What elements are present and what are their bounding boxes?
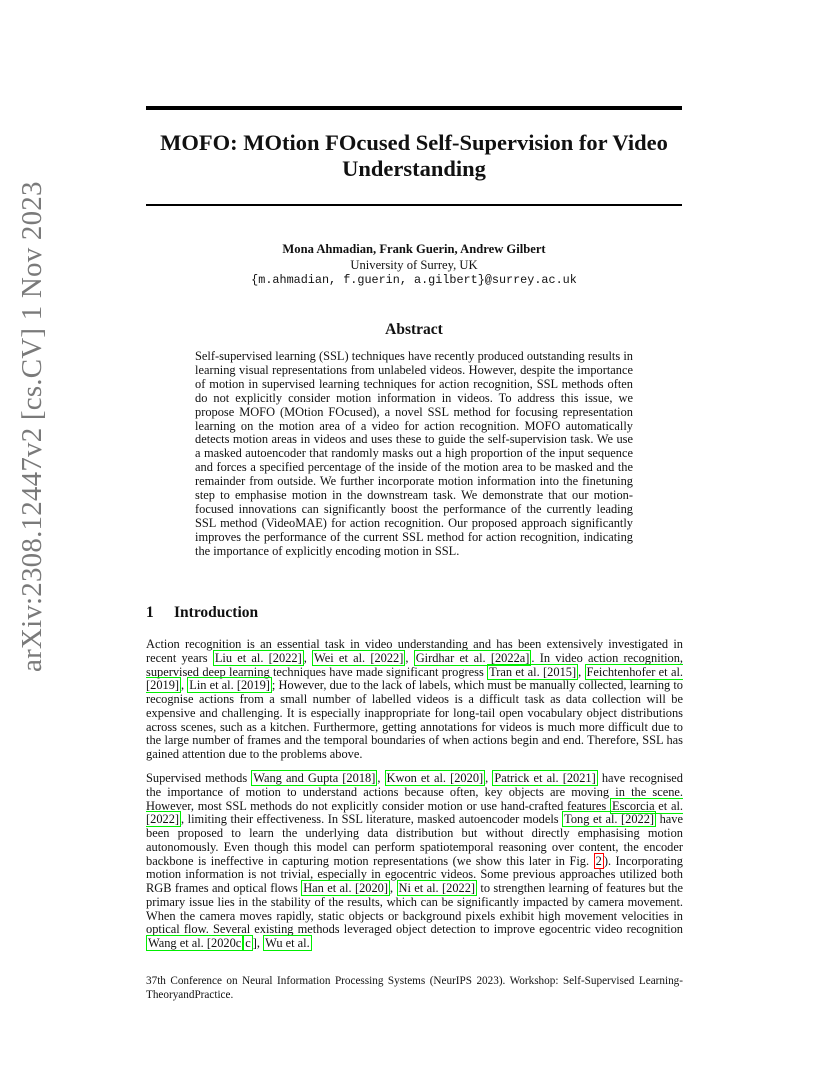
para2-text: have been proposed to learn the underlying data distribution but without directly emphasising motion autonomously. Even though this model can perform spatiotemporal reasoning over content, the encoder backbone is ineffective in capturing motion representations (we show this later in Fig. <box>146 812 683 868</box>
citation-link[interactable]: Wang et al. [2020c <box>148 936 242 950</box>
para1-text: Action recognition is an essential task in video understanding and has been extensively investigated in recent years <box>146 637 683 665</box>
citation-link[interactable]: Wu et al. <box>265 936 310 950</box>
intro-paragraph-1 <box>146 638 683 762</box>
para2-bracket: ] <box>252 936 257 950</box>
para2-text: ). Incorporating motion information is not trivial, especially in egocentric videos. Some previous approaches utilized both RGB frames and optical flows <box>146 853 683 895</box>
citation-link[interactable]: Girdhar et al. [2022a] <box>415 650 530 665</box>
author-names: Mona Ahmadian, Frank Guerin, Andrew Gilbert <box>282 242 546 256</box>
citation-link[interactable]: Tran et al. [2015] <box>489 664 577 679</box>
citation-link[interactable]: Escorcia et al. [2022] <box>146 798 683 827</box>
para2-sep: , <box>256 936 264 950</box>
para1-sep: , <box>578 664 585 679</box>
citation-link[interactable]: Wang and Gupta [2018] <box>253 771 376 785</box>
para2-text: , limiting their effectiveness. In SSL literature, masked autoencoder models <box>181 812 563 827</box>
title-top-rule <box>146 106 682 110</box>
section-heading <box>146 604 258 622</box>
citation-link[interactable]: Wei et al. [2022] <box>314 650 404 665</box>
paper-title: MOFO: MOtion FOcused Self-Supervision for Video Understanding <box>160 130 668 181</box>
para1-text: . In video action recognition, supervised deep learning techniques have made significant progress <box>146 650 684 679</box>
author-block <box>146 242 682 289</box>
title-bottom-rule <box>146 204 682 206</box>
citation-link[interactable]: Liu et al. [2022] <box>214 650 302 665</box>
citation-link[interactable]: Patrick et al. [2021] <box>494 771 596 785</box>
abstract-text: Self-supervised learning (SSL) techniques have recently produced outstanding results in learning visual representations from unlabeled videos. However, despite the importance of motion in supervised learning techniques for action recognition, SSL methods often do not explicitly consider motion information in videos. To address this issue, we propose MOFO (MOtion FOcused), a novel SSL method for focusing representation learning on the motion area of a video for action recognition. MOFO automatically detects motion areas in videos and uses these to guide the self-supervision task. We use a masked autoencoder that randomly masks out a high proportion of the input sequence and forces a specified percentage of the inside of the motion area to be masked and the remainder from outside. We further incorporate motion information into the finetuning step to emphasise motion in the downstream task. We demonstrate that our motion-focused innovations can significantly boost the performance of the currently leading SSL method (VideoMAE) for action recognition. Our proposed approach significantly improves the performance of the current SSL method for action recognition, indicating the importance of explicitly encoding motion in SSL. <box>195 349 633 558</box>
para2-sep: , <box>377 771 385 785</box>
para2-text: have recognised the importance of motion to understand actions because often, key objects are moving in the scene. However, most SSL methods do not explicitly consider motion or use hand-crafted features <box>146 771 684 813</box>
citation-link[interactable]: Ni et al. [2022] <box>398 881 476 895</box>
abstract-heading: Abstract <box>385 321 443 338</box>
para1-sep: , <box>405 650 414 665</box>
para2-text: Supervised methods <box>146 771 252 785</box>
section-number: 1 <box>146 604 154 621</box>
citation-link[interactable]: Feichtenhofer et al. [2019] <box>146 664 683 693</box>
citation-link[interactable]: Tong et al. [2022] <box>564 812 655 827</box>
intro-paragraph-2 <box>146 772 683 951</box>
figure-reference-link[interactable]: 2 <box>595 853 602 868</box>
conference-footnote: 37th Conference on Neural Information Processing Systems (NeurIPS 2023). Workshop: Self-Supervised Learning-TheoryandPractice. <box>146 975 683 1001</box>
citation-link[interactable]: Han et al. [2020] <box>303 881 389 895</box>
para2-text: to strengthen learning of features but the primary issue lies in the stability of the results, which can be significantly impacted by camera movement. When the camera moves rapidly, static objects or background pixels exhibit high movement velocities in optical flow. Several existing methods leveraged object detection to improve egocentric video recognition <box>146 881 684 937</box>
author-email: {m.ahmadian, f.guerin, a.gilbert}@surrey.ac.uk <box>251 273 577 287</box>
citation-link[interactable]: Lin et al. [2019] <box>189 678 270 693</box>
author-affiliation: University of Surrey, UK <box>350 257 478 272</box>
para2-sep: , <box>485 771 493 785</box>
para1-text: ; However, due to the lack of labels, which must be manually collected, learning to recognise actions from a small number of labelled videos is a difficult task as data collection will be expensive and challenging. It is especially inappropriate for long-tail open vocabulary object distributions across scenes, such as a kitchen. Furthermore, getting annotations for videos is much more difficult due to the large number of frames and the temporal boundaries of when actions begin and end. Therefore, SSL has gained attention due to the problems above. <box>146 678 683 761</box>
arxiv-stamp: arXiv:2308.12447v2 [cs.CV] 1 Nov 2023 <box>16 181 48 672</box>
section-title: Introduction <box>174 604 259 621</box>
citation-link[interactable]: Kwon et al. [2020] <box>386 771 484 785</box>
para1-sep: , <box>303 650 313 665</box>
para2-sep: , <box>390 881 397 895</box>
para1-sep: , <box>181 678 188 693</box>
citation-link[interactable]: c <box>245 936 251 950</box>
